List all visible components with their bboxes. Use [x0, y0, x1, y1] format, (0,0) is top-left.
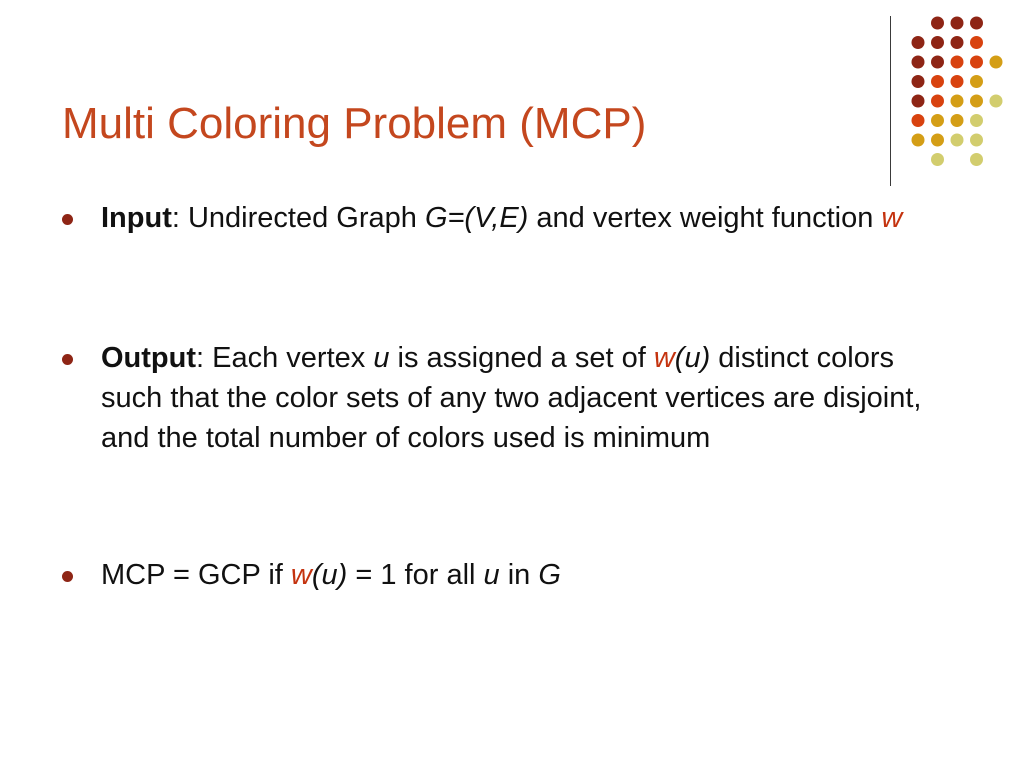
- decorative-dot: [912, 36, 925, 49]
- decorative-dot: [931, 75, 944, 88]
- graph-variable: G: [538, 559, 561, 591]
- decorative-dot: [951, 36, 964, 49]
- bullet-text-part: and vertex weight function: [528, 202, 882, 234]
- decorative-dot: [931, 153, 944, 166]
- decorative-dot: [970, 153, 983, 166]
- decorative-dot: [970, 17, 983, 30]
- decorative-dot: [931, 17, 944, 30]
- bullet-dot: [62, 214, 73, 225]
- vertex-variable: u: [373, 342, 390, 374]
- decorative-dot: [912, 95, 925, 108]
- decorative-dot: [912, 56, 925, 69]
- title-divider-line: [890, 16, 891, 186]
- decorative-dot: [931, 56, 944, 69]
- weight-variable: w: [881, 202, 903, 234]
- slide-title: Multi Coloring Problem (MCP): [62, 99, 647, 148]
- bullet-text-part: is assigned a set of: [389, 342, 654, 374]
- decorative-dot: [970, 114, 983, 127]
- bullet-text-part: distinct colors such that the color sets of any two adjacent vertices are disjoint, and the total number of colors used is minimum: [101, 342, 922, 454]
- bullet-text: [101, 555, 961, 595]
- bullet-dot: [62, 354, 73, 365]
- decorative-dot: [951, 114, 964, 127]
- bullet-text-part: MCP = GCP if: [101, 559, 291, 591]
- decorative-dot: [951, 95, 964, 108]
- decorative-dot: [912, 134, 925, 147]
- bullet-text-part: : Undirected Graph: [171, 202, 425, 234]
- decorative-dot: [970, 134, 983, 147]
- decorative-dot: [912, 114, 925, 127]
- decorative-dot: [990, 95, 1003, 108]
- decorative-dot: [951, 56, 964, 69]
- bullet-text-part: in: [499, 559, 539, 591]
- bullet-label: Input: [101, 202, 172, 234]
- bullet-text-part: : Each vertex: [196, 342, 374, 374]
- decorative-dot: [931, 95, 944, 108]
- decorative-dot: [970, 36, 983, 49]
- weight-variable: w: [653, 342, 675, 374]
- decorative-dot: [912, 75, 925, 88]
- decorative-dot: [951, 134, 964, 147]
- decorative-dot: [931, 134, 944, 147]
- bullet-text: [101, 198, 961, 238]
- decorative-dot: [970, 95, 983, 108]
- weight-variable: w: [290, 559, 312, 591]
- decorative-dot: [951, 17, 964, 30]
- decorative-dot: [931, 36, 944, 49]
- decorative-dot: [990, 56, 1003, 69]
- vertex-variable: u: [483, 559, 500, 591]
- weight-argument: (u): [674, 342, 711, 374]
- bullet-text-part: = 1 for all: [347, 559, 484, 591]
- decorative-dot: [931, 114, 944, 127]
- decorative-dot: [951, 75, 964, 88]
- decorative-dot: [970, 56, 983, 69]
- bullet-label: Output: [101, 342, 197, 374]
- graph-variable: G=(V,E): [424, 202, 529, 234]
- bullet-dot: [62, 571, 73, 582]
- bullet-text: [101, 338, 961, 458]
- decorative-dot: [970, 75, 983, 88]
- weight-argument: (u): [311, 559, 348, 591]
